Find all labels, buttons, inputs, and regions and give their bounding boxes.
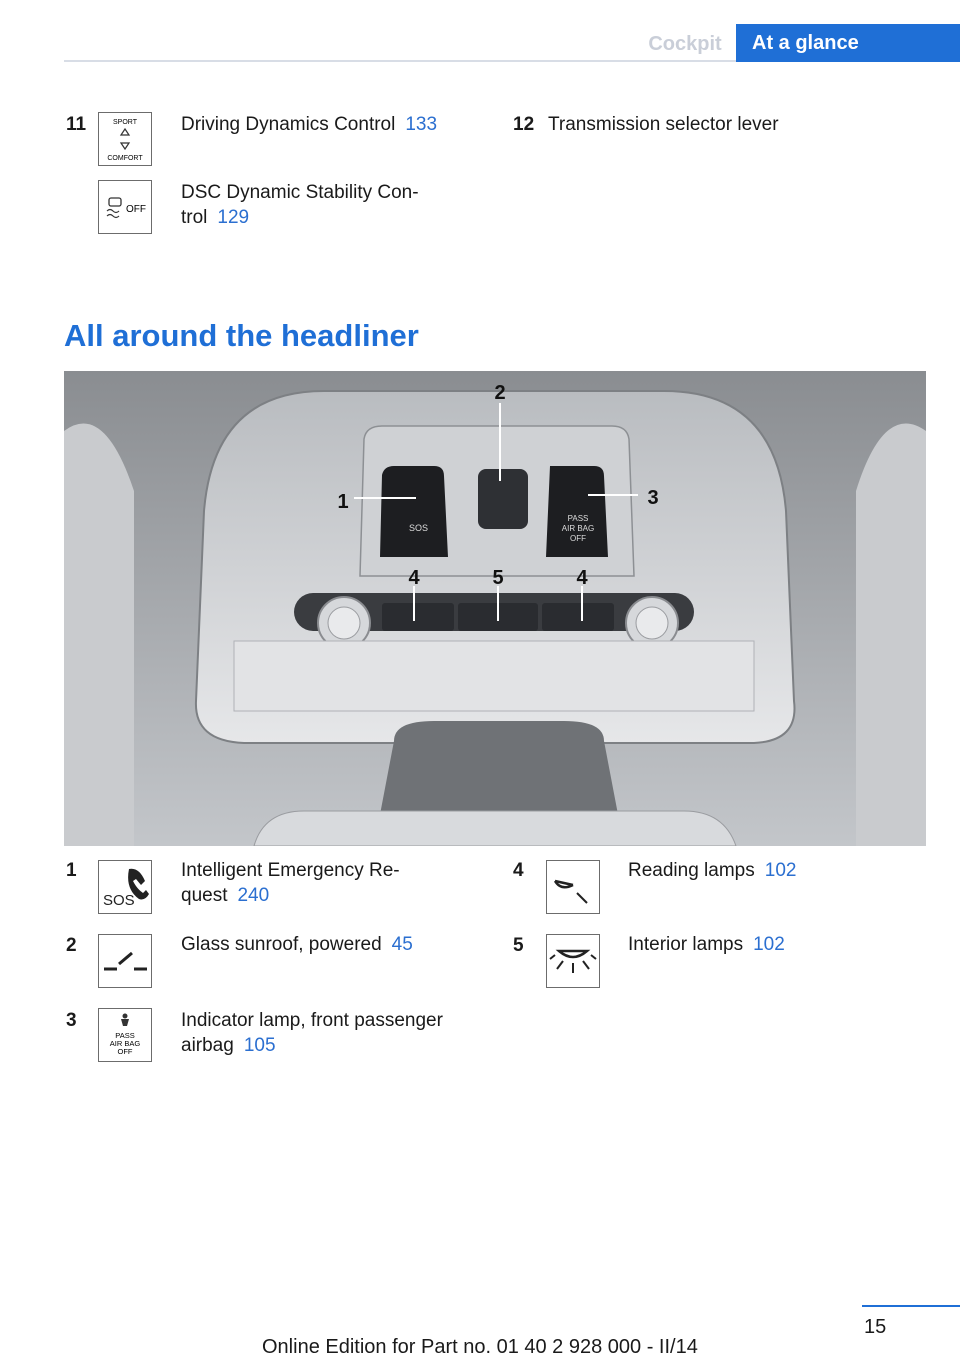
icon-label: AIR BAG xyxy=(109,1039,141,1048)
callout-3: 3 xyxy=(647,487,659,509)
item-number: 12 xyxy=(513,114,535,135)
item-label xyxy=(181,112,437,137)
sos-phone-icon xyxy=(98,860,152,914)
callout-4: 4 xyxy=(576,567,588,589)
item-text: DSC Dynamic Stability Con- xyxy=(181,182,419,203)
footer-edition: Online Edition for Part no. 01 40 2 928 000 - II/14 xyxy=(262,1336,698,1358)
page-reference-link[interactable]: 102 xyxy=(753,934,785,955)
headliner-photo xyxy=(64,371,926,846)
callout-4: 4 xyxy=(408,567,420,589)
item-text: quest xyxy=(181,885,228,906)
icon-label: OFF xyxy=(126,204,146,215)
button-text: AIR BAG xyxy=(561,524,595,533)
item-text: Interior lamps xyxy=(628,934,744,955)
item-label xyxy=(181,180,419,230)
item-text: Intelligent Emergency Re- xyxy=(181,860,400,881)
page-reference-link[interactable]: 102 xyxy=(764,860,797,881)
item-text: Driving Dynamics Control xyxy=(181,114,396,135)
item-number: 3 xyxy=(66,1010,77,1031)
sport-comfort-switch-icon xyxy=(98,112,152,166)
item-text: airbag xyxy=(181,1035,234,1056)
page-reference-link[interactable]: 129 xyxy=(217,207,250,228)
page-reference-link[interactable]: 105 xyxy=(243,1035,276,1056)
item-label xyxy=(181,858,400,908)
icon-label: SPORT xyxy=(113,119,137,126)
page-reference-link[interactable]: 45 xyxy=(391,934,413,955)
item-number: 2 xyxy=(66,935,77,956)
page-reference-link[interactable]: 240 xyxy=(237,885,270,906)
item-label xyxy=(181,932,413,957)
item-label xyxy=(628,858,796,883)
footer-rule xyxy=(862,1305,960,1307)
callout-1: 1 xyxy=(337,491,349,513)
reading-lamp-icon xyxy=(546,860,600,914)
button-text: OFF xyxy=(570,534,586,543)
item-label xyxy=(181,1008,443,1058)
interior-lamp-icon xyxy=(546,934,600,988)
tab-cockpit[interactable]: Cockpit xyxy=(648,33,722,55)
item-label: Transmission selector lever xyxy=(548,114,779,135)
section-title: All around the headliner xyxy=(64,318,419,353)
item-text: Glass sunroof, powered xyxy=(181,934,382,955)
icon-label: OFF xyxy=(117,1047,133,1056)
callout-5: 5 xyxy=(492,567,504,589)
item-number: 5 xyxy=(513,935,524,956)
button-text: SOS xyxy=(409,523,429,533)
item-text: trol xyxy=(181,207,208,228)
dsc-off-icon xyxy=(98,180,152,234)
item-number: 11 xyxy=(66,114,87,135)
item-number: 1 xyxy=(66,860,77,881)
item-text: Reading lamps xyxy=(628,860,755,881)
page-reference-link[interactable]: 133 xyxy=(405,114,438,135)
icon-label: COMFORT xyxy=(107,155,143,162)
tab-at-a-glance[interactable]: At a glance xyxy=(736,24,960,62)
button-text: PASS xyxy=(567,514,589,523)
sunroof-icon xyxy=(98,934,152,988)
passenger-airbag-off-icon xyxy=(98,1008,152,1062)
icon-label: SOS xyxy=(103,892,135,909)
item-label xyxy=(628,932,785,957)
icon-label: PASS xyxy=(115,1031,135,1040)
callout-2: 2 xyxy=(494,382,506,404)
item-number: 4 xyxy=(513,860,524,881)
item-text: Indicator lamp, front passenger xyxy=(181,1010,443,1031)
page-number: 15 xyxy=(864,1316,887,1338)
